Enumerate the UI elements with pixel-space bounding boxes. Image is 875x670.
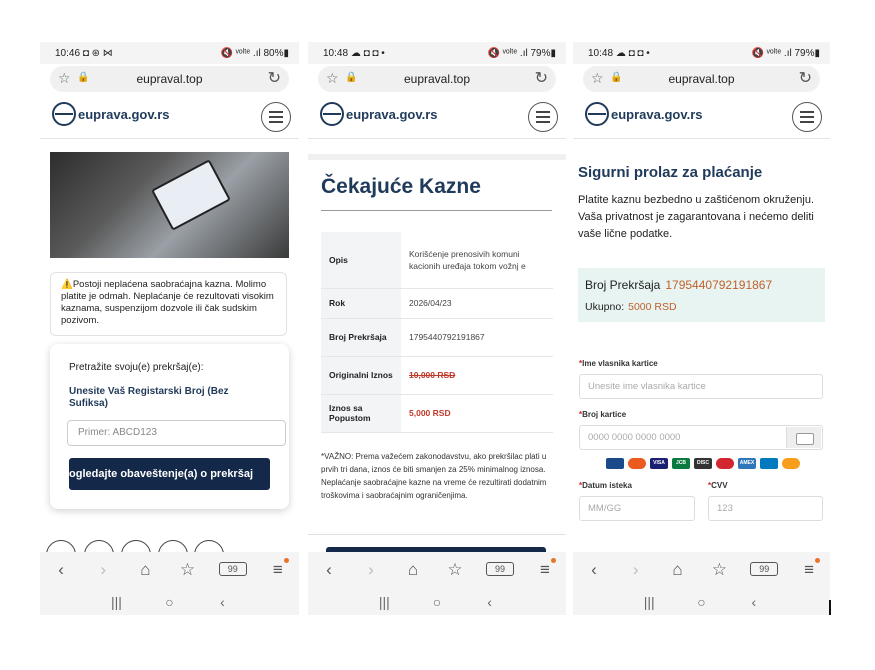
hamburger-menu-icon[interactable] — [528, 102, 558, 132]
table-key: Originalni Iznos — [321, 356, 401, 394]
registration-label: Unesite Vaš Registarski Broj (Bez Sufiksa) — [69, 386, 229, 409]
home-icon[interactable]: ⌂ — [140, 560, 151, 579]
menu-icon[interactable]: ≡ — [534, 560, 556, 580]
cardholder-label: *Ime vlasnika kartice — [579, 359, 658, 368]
registration-input[interactable]: Primer: ABCD123 — [67, 420, 286, 446]
mastercard-icon — [628, 458, 646, 469]
search-card — [50, 344, 289, 509]
forward-icon[interactable]: › — [100, 560, 107, 579]
system-back-icon[interactable]: ‹ — [220, 594, 225, 610]
table-row — [321, 318, 553, 356]
home-icon[interactable]: ⌂ — [672, 560, 683, 579]
back-icon[interactable]: ‹ — [326, 560, 332, 579]
discounted-amount: 5,000 RSD — [409, 408, 451, 418]
tablet-illustration — [151, 159, 231, 231]
lock-icon: 🔒 — [345, 72, 358, 83]
card-brands-row — [606, 458, 800, 469]
system-back-icon[interactable]: ‹ — [751, 594, 757, 610]
table-key: Iznos sa Popustom — [321, 394, 401, 432]
phone-screen-pending-fines — [308, 42, 566, 615]
maestro-icon — [716, 458, 734, 469]
payment-summary — [578, 268, 825, 322]
table-key: Rok — [321, 288, 401, 318]
recent-apps-icon[interactable]: ||| — [378, 594, 390, 610]
credit-card-icon — [786, 427, 821, 448]
address-bar[interactable] — [318, 66, 556, 92]
browser-bottom-nav — [573, 552, 830, 615]
card-number-label: *Broj kartice — [579, 410, 627, 419]
notification-icons: ☁ ◘ ◘ • — [350, 48, 385, 59]
edge-marker — [829, 600, 831, 615]
url-text[interactable]: eupraval.top — [668, 72, 735, 86]
site-header — [573, 94, 830, 139]
bookmark-star-icon[interactable]: ☆ — [326, 70, 339, 86]
status-bar — [308, 42, 566, 64]
section-divider — [308, 154, 566, 160]
search-label: Pretražite svoju(e) prekršaj(e): — [69, 362, 204, 373]
cvv-input[interactable]: 123 — [708, 496, 823, 521]
cvv-label: *CVV — [708, 481, 728, 490]
site-logo-text[interactable]: euprava.gov.rs — [78, 107, 170, 122]
total-label: Ukupno: — [585, 301, 625, 313]
page-title: Sigurni prolaz za plaćanje — [578, 164, 763, 181]
cardholder-input[interactable]: Unesite ime vlasnika kartice — [579, 374, 823, 399]
system-icons: 🔇 ᵛᵒˡᵗᵉ .ıl 79%▮ — [487, 48, 556, 59]
bookmark-star-icon[interactable]: ☆ — [58, 70, 71, 86]
hamburger-menu-icon[interactable] — [792, 102, 822, 132]
favorites-icon[interactable]: ☆ — [179, 560, 196, 579]
fine-details-table — [321, 232, 553, 433]
status-bar — [40, 42, 299, 64]
reload-icon[interactable]: ↻ — [534, 70, 548, 87]
forward-icon[interactable]: › — [632, 560, 639, 579]
status-bar — [573, 42, 830, 64]
home-button-icon[interactable]: ○ — [165, 594, 174, 610]
table-key: Opis — [321, 232, 401, 288]
discover-icon: DISC — [694, 458, 712, 469]
mastercard2-icon — [782, 458, 800, 469]
original-amount: 10,000 RSD — [409, 370, 456, 380]
reload-icon[interactable]: ↻ — [267, 70, 281, 87]
table-row — [321, 288, 553, 318]
browser-bottom-nav — [308, 552, 566, 615]
back-icon[interactable]: ‹ — [591, 560, 597, 579]
tabs-icon[interactable]: 99 — [219, 562, 247, 576]
euprava-logo-icon[interactable] — [320, 102, 344, 126]
status-time: 10:48 — [588, 48, 614, 59]
browser-bottom-nav — [40, 552, 299, 615]
lock-icon: 🔒 — [610, 72, 623, 83]
page-description: Platite kaznu bezbedno u zaštićenom okruženju. Vaša privatnost je zagarantovana i nećemo deliti vaše lične podatke. — [578, 194, 815, 240]
forward-icon[interactable]: › — [368, 560, 374, 579]
menu-icon[interactable]: ≡ — [267, 560, 289, 580]
recent-apps-icon[interactable]: ||| — [643, 594, 655, 610]
euprava-logo-icon[interactable] — [52, 102, 76, 126]
table-row — [321, 394, 553, 432]
visa-icon: VISA — [650, 458, 668, 469]
table-value: 1795440792191867 — [401, 318, 553, 356]
tabs-icon[interactable]: 99 — [486, 562, 514, 576]
table-value: 2026/04/23 — [401, 288, 553, 318]
fine-number-value: 1795440792191867 — [665, 278, 773, 292]
home-button-icon[interactable]: ○ — [432, 594, 442, 610]
euprava-logo-icon[interactable] — [585, 102, 609, 126]
reload-icon[interactable]: ↻ — [798, 70, 812, 87]
site-header — [40, 94, 299, 139]
page-title: Čekajuće Kazne — [321, 175, 481, 198]
phone-screen-payment — [573, 42, 830, 615]
view-notices-button[interactable]: ogledajte obaveštenje(a) o prekršaj — [69, 458, 270, 490]
section-divider — [308, 534, 566, 535]
lock-icon: 🔒 — [77, 72, 90, 83]
table-row — [321, 356, 553, 394]
address-bar[interactable] — [50, 66, 289, 92]
system-icons: 🔇 ᵛᵒˡᵗᵉ .ıl 80%▮ — [220, 48, 289, 59]
status-time: 10:46 — [55, 48, 81, 59]
notification-icons: ◘ ⊛ ⋈ — [82, 48, 113, 59]
bookmark-star-icon[interactable]: ☆ — [591, 70, 604, 86]
total-value: 5000 RSD — [628, 301, 677, 313]
table-value: Korišćenje prenosivih komuni kacionih uređaja tokom vožnj e — [401, 232, 553, 288]
fine-number-label: Broj Prekršaja — [585, 278, 661, 292]
back-icon[interactable]: ‹ — [58, 560, 64, 579]
table-row — [321, 232, 553, 288]
important-note: *VAŽNO: Prema važećem zakonodavstvu, ako prekršilac plati u prvih tri dana, iznos će biti smanjen za 25% minimalnog iznosa. Neplaćanje saobraćajne kazne na vreme će rezultirati dodatnim troškovima i saobraćajnim ograničenjima. — [321, 452, 547, 500]
status-time: 10:48 — [323, 48, 349, 59]
hero-image — [50, 152, 289, 258]
notification-icons: ☁ ◘ ◘ • — [615, 48, 650, 59]
favorites-icon[interactable]: ☆ — [447, 560, 463, 579]
address-bar[interactable] — [583, 66, 820, 92]
favorites-icon[interactable]: ☆ — [711, 560, 728, 579]
table-key: Broj Prekršaja — [321, 318, 401, 356]
phone-screen-search — [40, 42, 299, 615]
title-underline — [321, 210, 552, 211]
expiry-input[interactable]: MM/GG — [579, 496, 695, 521]
home-button-icon[interactable]: ○ — [697, 594, 706, 610]
amex-icon: AMEX — [738, 458, 756, 469]
diners-icon — [760, 458, 778, 469]
unionpay-icon — [606, 458, 624, 469]
jcb-icon: JCB — [672, 458, 690, 469]
site-logo-text[interactable]: euprava.gov.rs — [346, 107, 438, 122]
site-header — [308, 94, 566, 139]
card-number-input[interactable]: 0000 0000 0000 0000 — [579, 425, 823, 450]
url-text[interactable]: eupraval.top — [403, 72, 471, 86]
tabs-icon[interactable]: 99 — [750, 562, 778, 576]
hamburger-menu-icon[interactable] — [261, 102, 291, 132]
menu-icon[interactable]: ≡ — [798, 560, 820, 580]
expiry-label: *Datum isteka — [579, 481, 632, 490]
system-back-icon[interactable]: ‹ — [487, 594, 492, 610]
site-logo-text[interactable]: euprava.gov.rs — [611, 107, 703, 122]
unpaid-fine-alert: ⚠️Postoji neplaćena saobraćajna kazna. Molimo platite je odmah. Neplaćanje će rezultovati visokim kaznama, suspenzijom dozvole ili čak sudskim pozivom. — [50, 272, 287, 336]
home-icon[interactable]: ⌂ — [407, 560, 419, 579]
recent-apps-icon[interactable]: ||| — [111, 594, 122, 610]
url-text[interactable]: eupraval.top — [136, 72, 203, 86]
system-icons: 🔇 ᵛᵒˡᵗᵉ .ıl 79%▮ — [751, 48, 820, 59]
